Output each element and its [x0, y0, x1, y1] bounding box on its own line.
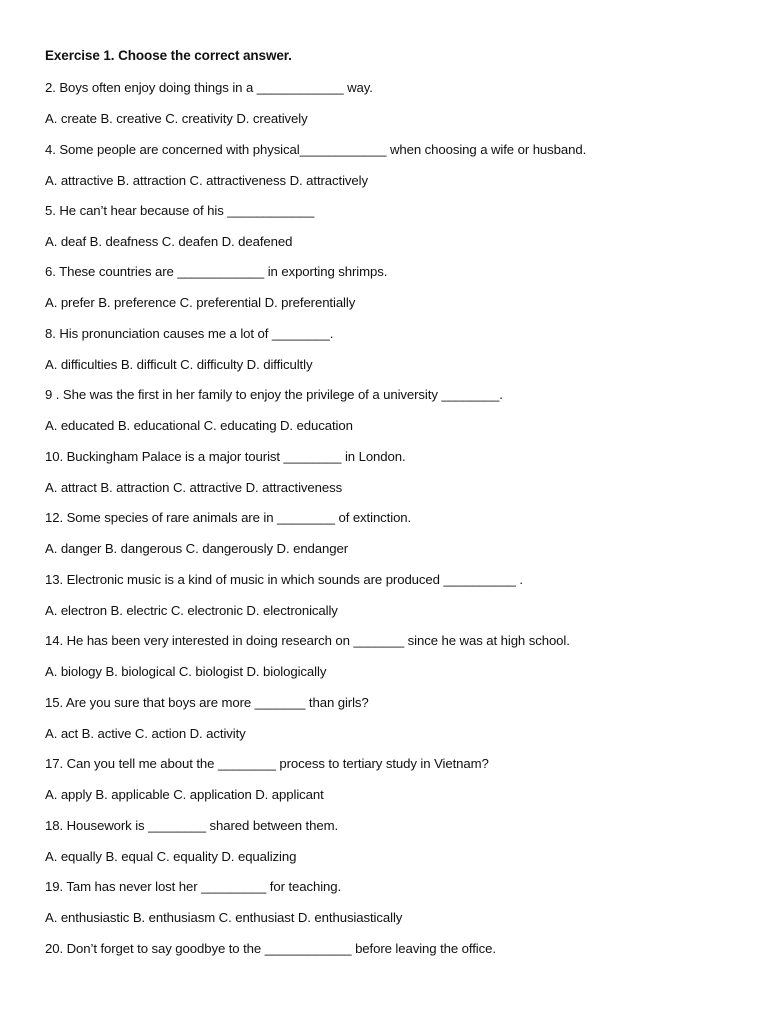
question-13: 13. Electronic music is a kind of music in which sounds are produced __________ .	[45, 572, 523, 587]
question-8: 8. His pronunciation causes me a lot of ________.	[45, 326, 334, 341]
question-17: 17. Can you tell me about the ________ process to tertiary study in Vietnam?	[45, 756, 489, 771]
options-4: A. attractive B. attraction C. attractiveness D. attractively	[45, 173, 368, 188]
question-14: 14. He has been very interested in doing research on _______ since he was at high school.	[45, 633, 570, 648]
question-10: 10. Buckingham Palace is a major tourist ________ in London.	[45, 449, 406, 464]
options-2: A. create B. creative C. creativity D. creatively	[45, 111, 308, 126]
question-4: 4. Some people are concerned with physical____________ when choosing a wife or husband.	[45, 142, 587, 157]
question-15: 15. Are you sure that boys are more _______ than girls?	[45, 695, 369, 710]
question-2: 2. Boys often enjoy doing things in a ____________ way.	[45, 80, 373, 95]
question-6: 6. These countries are ____________ in exporting shrimps.	[45, 264, 388, 279]
options-19: A. enthusiastic B. enthusiasm C. enthusiast D. enthusiastically	[45, 910, 403, 925]
options-9: A. educated B. educational C. educating D. education	[45, 418, 353, 433]
options-15: A. act B. active C. action D. activity	[45, 726, 246, 741]
options-14: A. biology B. biological C. biologist D. biologically	[45, 664, 327, 679]
options-13: A. electron B. electric C. electronic D. electronically	[45, 603, 338, 618]
question-18: 18. Housework is ________ shared between them.	[45, 818, 339, 833]
question-19: 19. Tam has never lost her _________ for teaching.	[45, 879, 342, 894]
options-8: A. difficulties B. difficult C. difficulty D. difficultly	[45, 357, 313, 372]
exercise-title: Exercise 1. Choose the correct answer.	[45, 48, 292, 63]
options-18: A. equally B. equal C. equality D. equalizing	[45, 849, 297, 864]
options-12: A. danger B. dangerous C. dangerously D. endanger	[45, 541, 349, 556]
options-6: A. prefer B. preference C. preferential D. preferentially	[45, 295, 356, 310]
options-5: A. deaf B. deafness C. deafen D. deafened	[45, 234, 293, 249]
question-20: 20. Don’t forget to say goodbye to the ____________ before leaving the office.	[45, 941, 496, 956]
options-17: A. apply B. applicable C. application D. applicant	[45, 787, 324, 802]
options-10: A. attract B. attraction C. attractive D. attractiveness	[45, 480, 343, 495]
question-9: 9 . She was the first in her family to enjoy the privilege of a university ________.	[45, 387, 503, 402]
question-12: 12. Some species of rare animals are in ________ of extinction.	[45, 510, 412, 525]
question-5: 5. He can’t hear because of his ____________	[45, 203, 315, 218]
